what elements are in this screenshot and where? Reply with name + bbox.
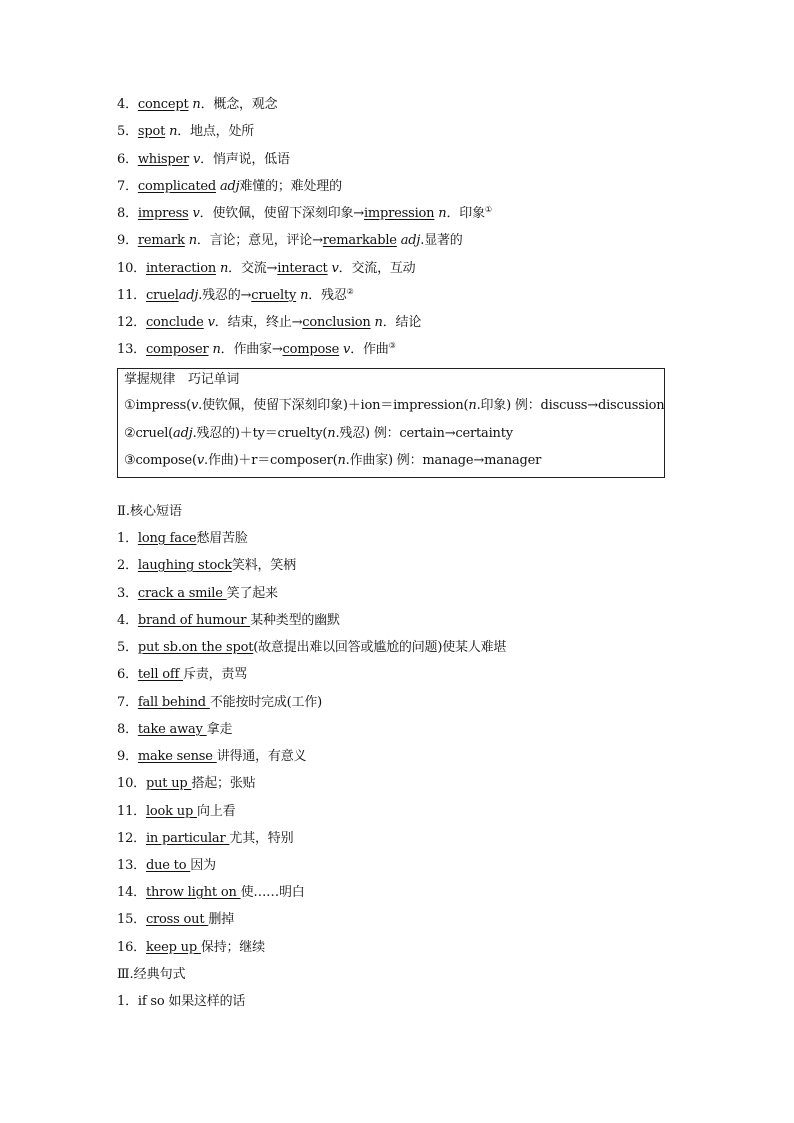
vocab-item (117, 232, 463, 250)
phrase-item (117, 639, 506, 657)
phrase-meaning: (故意提出难以回答或尴尬的问题)使某人难堪 (253, 640, 507, 655)
rule-pos: v (190, 398, 199, 413)
vocab-meaning: ．言论；意见，评论→ (196, 233, 323, 248)
vocab-meaning: ．交流→ (228, 261, 278, 276)
phrase: tell off (137, 667, 184, 682)
phrase-meaning: 保持；继续 (200, 940, 265, 955)
footnote-marker: ② (346, 287, 354, 296)
derived-meaning: ．印象 (446, 206, 485, 221)
item-number: 2． (117, 558, 138, 573)
item-number: 8． (117, 722, 138, 737)
phrase-item (117, 857, 216, 875)
tip-box (117, 368, 665, 478)
rule-pos: n (337, 453, 346, 468)
part-of-speech: n (192, 97, 201, 112)
tip-rule (124, 397, 664, 415)
phrase-item (117, 748, 306, 766)
item-number: 1． (117, 994, 138, 1009)
derived-meaning: ．交流，互动 (338, 261, 416, 276)
item-number: 5． (117, 124, 138, 139)
phrase-item (117, 721, 232, 739)
rule-pos: n (327, 426, 336, 441)
vocab-item (117, 205, 492, 223)
phrase: crack a smile (137, 586, 227, 601)
derived-part-of-speech: v (343, 342, 351, 357)
vocab-item (117, 341, 396, 359)
item-number: 12． (117, 315, 146, 330)
item-number: 1． (117, 531, 138, 546)
vocab-meaning: ．地点，处所 (177, 124, 255, 139)
phrase-meaning: 向上看 (197, 804, 236, 819)
phrase: keep up (145, 940, 201, 955)
phrase-item (117, 775, 255, 793)
rule-pos: n (468, 398, 477, 413)
derived-meaning: ．作曲 (350, 342, 389, 357)
phrase-meaning: 尤其，特别 (229, 831, 294, 846)
phrase: cross out (145, 912, 209, 927)
part-of-speech: n (219, 261, 229, 276)
footnote-marker: ① (484, 205, 492, 214)
part-of-speech: n (188, 233, 197, 248)
part-of-speech: v (192, 152, 201, 167)
phrase: look up (145, 804, 198, 819)
section-heading: Ⅲ.经典句式 (117, 967, 186, 982)
derived-word: cruelty (251, 288, 297, 303)
part-of-speech: n (212, 342, 221, 357)
phrase-item (117, 803, 235, 821)
item-number: 7． (117, 695, 138, 710)
phrase-item (117, 939, 265, 957)
phrase-meaning: 删掉 (208, 912, 234, 927)
tip-box-title: 掌握规律 巧记单词 (124, 372, 240, 387)
phrase-meaning: 愁眉苦脸 (196, 531, 248, 546)
vocab-word: impress (137, 206, 189, 221)
phrase-item (117, 666, 247, 684)
derived-meaning: .显著的 (420, 233, 463, 248)
vocab-item (117, 123, 254, 141)
phrase-meaning: 因为 (190, 858, 216, 873)
phrase: make sense (137, 749, 217, 764)
vocab-item (117, 260, 415, 278)
phrase-item (117, 884, 305, 902)
part-of-speech: n (169, 124, 178, 139)
derived-part-of-speech: n (438, 206, 447, 221)
vocab-word: composer (145, 342, 209, 357)
derived-word: impression (363, 206, 435, 221)
derived-word: conclusion (302, 315, 371, 330)
phrase: in particular (145, 831, 230, 846)
item-number: 10． (117, 261, 146, 276)
sentence-item (117, 993, 245, 1011)
item-number: 6． (117, 667, 138, 682)
vocab-word: cruel (145, 288, 179, 303)
rule-text: .残忍) 例：certain→certainty (335, 426, 513, 441)
phrase-meaning: 拿走 (206, 722, 233, 737)
vocab-meaning: ．悄声说，低语 (200, 152, 290, 167)
phrase: take away (137, 722, 207, 737)
derived-part-of-speech: v (331, 261, 339, 276)
derived-meaning: ．结论 (382, 315, 422, 330)
vocab-meaning: .残忍的→ (198, 288, 252, 303)
phrase: put up (145, 776, 192, 791)
item-number: 11． (117, 288, 146, 303)
phrase-item (117, 612, 340, 630)
rule-text: ③compose( (124, 453, 197, 468)
phrase-meaning: 某种类型的幽默 (250, 613, 340, 628)
item-number: 6． (117, 152, 138, 167)
phrase-meaning: 斥责，责骂 (183, 667, 248, 682)
vocab-meaning: ．概念，观念 (200, 97, 278, 112)
item-number: 13． (117, 858, 146, 873)
item-number: 9． (117, 233, 138, 248)
item-number: 10． (117, 776, 146, 791)
phrase: long face (137, 531, 197, 546)
item-number: 12． (117, 831, 146, 846)
phrase: put sb.on the spot (137, 640, 254, 655)
sentence-text: if so 如果这样的话 (137, 994, 246, 1009)
part-of-speech: adj (178, 288, 199, 303)
vocab-meaning: 难懂的；难处理的 (239, 179, 342, 194)
item-number: 15． (117, 912, 146, 927)
phrase-meaning: 使……明白 (240, 885, 305, 900)
phrase: brand of humour (137, 613, 251, 628)
vocab-word: conclude (145, 315, 204, 330)
item-number: 4． (117, 97, 138, 112)
rule-text: .印象) 例：discuss→discussion (476, 398, 665, 413)
derived-word: remarkable (322, 233, 397, 248)
phrase-meaning: 不能按时完成(工作) (209, 695, 323, 710)
vocab-meaning: ．使钦佩，使留下深刻印象→ (199, 206, 364, 221)
vocab-word: spot (137, 124, 166, 139)
rule-text: .残忍的)＋ty＝cruelty( (192, 426, 328, 441)
phrase: fall behind (137, 695, 210, 710)
derived-part-of-speech: adj (400, 233, 421, 248)
phrase-item (117, 585, 278, 603)
part-of-speech: v (207, 315, 215, 330)
phrase-item (117, 911, 234, 929)
vocab-meaning: ．作曲家→ (220, 342, 283, 357)
item-number: 8． (117, 206, 138, 221)
item-number: 7． (117, 179, 138, 194)
rule-text: ①impress( (124, 398, 191, 413)
vocab-meaning: ．结束，终止→ (214, 315, 303, 330)
rule-text: .使钦佩，使留下深刻印象)＋ion＝impression( (198, 398, 469, 413)
phrase-meaning: 笑了起来 (226, 586, 278, 601)
phrase-meaning: 搭起；张贴 (191, 776, 256, 791)
item-number: 3． (117, 586, 138, 601)
part-of-speech: adj (219, 179, 240, 194)
phrase-item (117, 530, 248, 548)
phrase-item (117, 830, 293, 848)
derived-word: interact (277, 261, 328, 276)
derived-word: compose (282, 342, 340, 357)
rule-text: .作曲家) 例：manage→manager (345, 453, 542, 468)
vocab-item (117, 96, 277, 114)
rule-text: ②cruel( (124, 426, 174, 441)
tip-rule (124, 425, 513, 443)
rule-pos: v (196, 453, 205, 468)
item-number: 4． (117, 613, 138, 628)
vocab-word: complicated (137, 179, 217, 194)
footnote-marker: ③ (388, 341, 396, 350)
derived-part-of-speech: n (374, 315, 383, 330)
vocab-item (117, 287, 354, 305)
phrase-item (117, 557, 296, 575)
tip-rule (124, 452, 541, 470)
derived-part-of-speech: n (300, 288, 309, 303)
phrase: laughing stock (137, 558, 232, 573)
item-number: 14． (117, 885, 146, 900)
phrase-meaning: 讲得通，有意义 (216, 749, 307, 764)
section-heading: Ⅱ.核心短语 (117, 504, 182, 519)
item-number: 13． (117, 342, 146, 357)
item-number: 11． (117, 804, 146, 819)
vocab-word: concept (137, 97, 189, 112)
item-number: 16． (117, 940, 146, 955)
vocab-item (117, 314, 421, 332)
vocab-item (117, 151, 290, 169)
item-number: 9． (117, 749, 138, 764)
part-of-speech: v (192, 206, 200, 221)
item-number: 5． (117, 640, 138, 655)
phrase: due to (145, 858, 191, 873)
phrase-meaning: 笑料，笑柄 (231, 558, 296, 573)
vocab-word: whisper (137, 152, 190, 167)
phrase-item (117, 694, 322, 712)
vocab-word: interaction (145, 261, 217, 276)
phrase: throw light on (145, 885, 241, 900)
vocab-item (117, 178, 342, 196)
rule-text: .作曲)＋r＝composer( (204, 453, 338, 468)
derived-meaning: ．残忍 (308, 288, 347, 303)
vocab-word: remark (137, 233, 185, 248)
rule-pos: adj (173, 426, 193, 441)
